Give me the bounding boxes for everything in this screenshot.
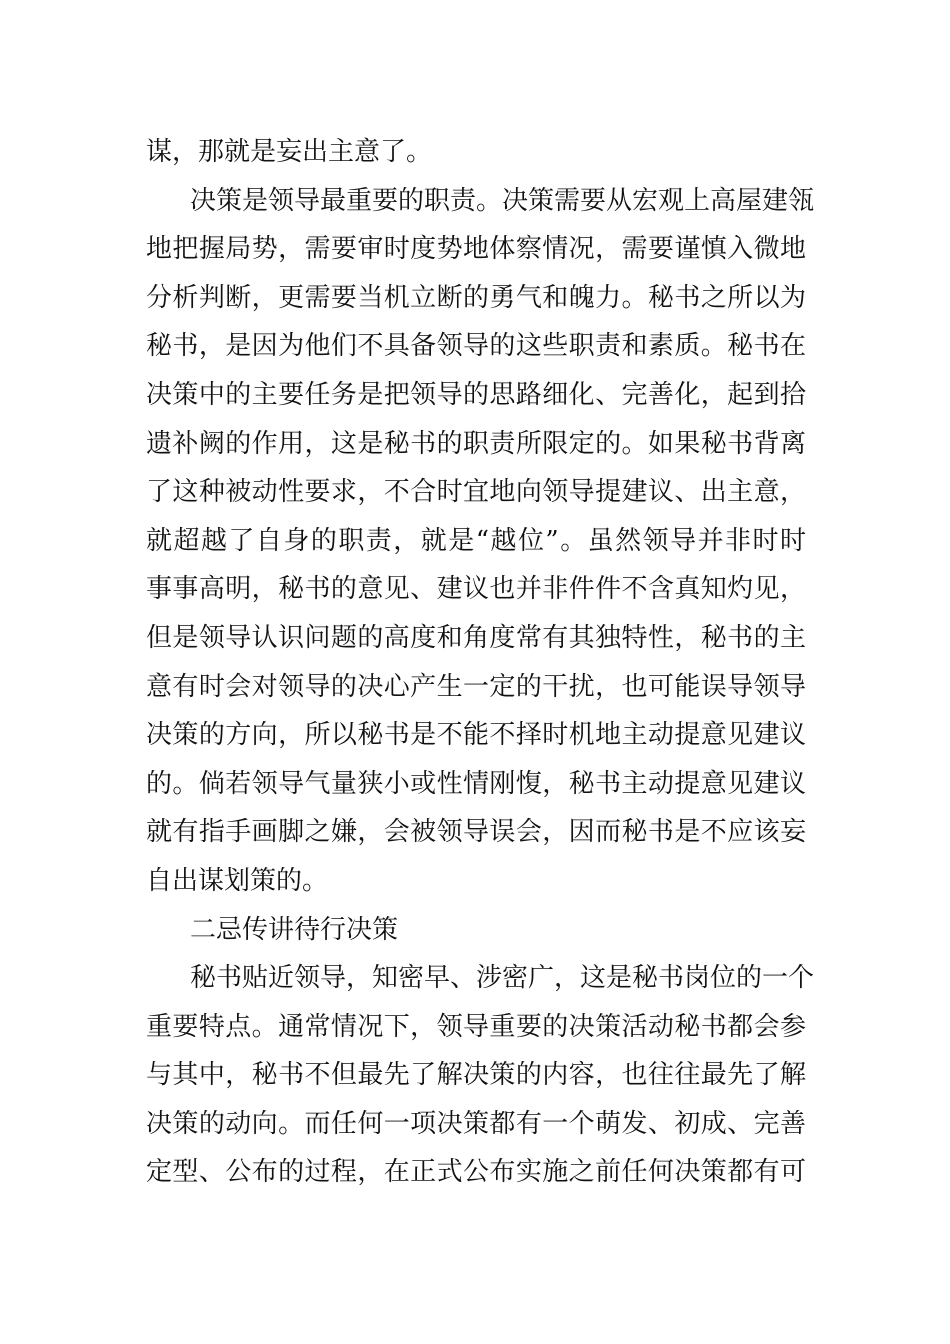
text-line: 重要特点。通常情况下，领导重要的决策活动秘书都会参 [146,1011,806,1042]
text-line: 决策的方向，所以秘书是不能不择时机地主动提意见建议 [146,720,806,751]
text-line: 与其中，秘书不但最先了解决策的内容，也往往最先了解 [146,1060,806,1091]
text-line: 地把握局势，需要审时度势地体察情况，需要谨慎入微地 [146,234,806,265]
text-line: 分析判断，更需要当机立断的勇气和魄力。秘书之所以为 [146,282,806,313]
text-line: 定型、公布的过程，在正式公布实施之前任何决策都有可 [146,1157,806,1188]
text-line: 谋，那就是妄出主意了。 [146,137,433,167]
text-line: 意有时会对领导的决心产生一定的干扰，也可能误导领导 [146,671,806,702]
document-body [146,128,815,1197]
text-line: 自出谋划策的。 [146,865,329,896]
text-line: 就超越了自身的职责，就是“越位”。虽然领导并非时时 [146,525,806,556]
text-line: 事事高明，秘书的意见、建议也并非件件不含真知灼见， [146,574,806,605]
section-heading: 二忌传讲待行决策 [190,914,399,945]
text-line: 秘书，是因为他们不具备领导的这些职责和素质。秘书在 [146,331,806,362]
paragraph-first-line: 决策是领导最重要的职责。决策需要从宏观上高屋建瓴 [190,185,815,216]
text-line: 就有指手画脚之嫌，会被领导误会，因而秘书是不应该妄 [146,817,806,848]
paragraph-first-line: 秘书贴近领导，知密早、涉密广，这是秘书岗位的一个 [190,963,815,994]
text-line: 的。倘若领导气量狭小或性情刚愎，秘书主动提意见建议 [146,768,806,799]
text-line: 决策的动向。而任何一项决策都有一个萌发、初成、完善 [146,1108,806,1139]
text-line: 了这种被动性要求，不合时宜地向领导提建议、出主意， [146,477,806,508]
text-line: 决策中的主要任务是把领导的思路细化、完善化，起到拾 [146,379,806,410]
text-line: 但是领导认识问题的高度和角度常有其独特性，秘书的主 [146,622,806,653]
text-line: 遗补阙的作用，这是秘书的职责所限定的。如果秘书背离 [146,428,806,459]
